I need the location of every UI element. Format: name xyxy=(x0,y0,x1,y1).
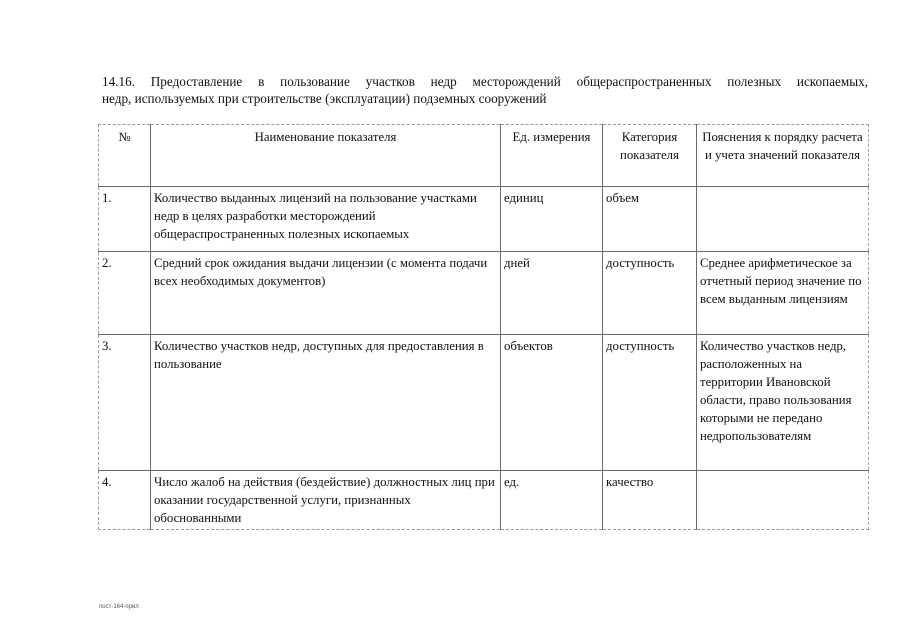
table-row xyxy=(99,335,869,471)
row-category: качество xyxy=(603,471,697,530)
section-heading xyxy=(102,73,868,107)
table-row xyxy=(99,471,869,530)
row-unit: дней xyxy=(501,252,603,335)
row-notes xyxy=(697,471,869,530)
header-notes: Пояснения к порядку расчета и учета значений показателя xyxy=(697,125,869,187)
heading-line-1: 14.16. Предоставление в пользование участков недр месторождений общераспространенных полезных ископаемых, xyxy=(102,74,868,89)
row-name: Количество участков недр, доступных для предоставления в пользование xyxy=(151,335,501,471)
header-category: Категория показателя xyxy=(603,125,697,187)
row-name: Средний срок ожидания выдачи лицензии (с момента подачи всех необходимых документов) xyxy=(151,252,501,335)
row-name: Количество выданных лицензий на пользование участками недр в целях разработки месторождений общераспространенных полезных ископаемых xyxy=(151,187,501,252)
row-unit: ед. xyxy=(501,471,603,530)
table-row xyxy=(99,252,869,335)
row-num: 3. xyxy=(99,335,151,471)
row-num: 2. xyxy=(99,252,151,335)
table-row xyxy=(99,187,869,252)
header-num: № xyxy=(99,125,151,187)
row-notes: Среднее арифметическое за отчетный период значение по всем выданным лицензиям xyxy=(697,252,869,335)
row-notes: Количество участков недр, расположенных на территории Ивановской области, право пользования которыми не передано недропользователям xyxy=(697,335,869,471)
row-category: доступность xyxy=(603,335,697,471)
row-unit: объектов xyxy=(501,335,603,471)
row-category: объем xyxy=(603,187,697,252)
header-unit: Ед. измерения xyxy=(501,125,603,187)
indicators-table xyxy=(98,124,869,530)
table-header-row xyxy=(99,125,869,187)
row-name: Число жалоб на действия (бездействие) должностных лиц при оказании государственной услуги, признанных обоснованными xyxy=(151,471,501,530)
row-num: 1. xyxy=(99,187,151,252)
row-category: доступность xyxy=(603,252,697,335)
footer-mark: пост-164-прил xyxy=(99,604,139,610)
row-unit: единиц xyxy=(501,187,603,252)
heading-line-2: недр, используемых при строительстве (эксплуатации) подземных сооружений xyxy=(102,91,547,106)
row-num: 4. xyxy=(99,471,151,530)
row-notes xyxy=(697,187,869,252)
header-name: Наименование показателя xyxy=(151,125,501,187)
